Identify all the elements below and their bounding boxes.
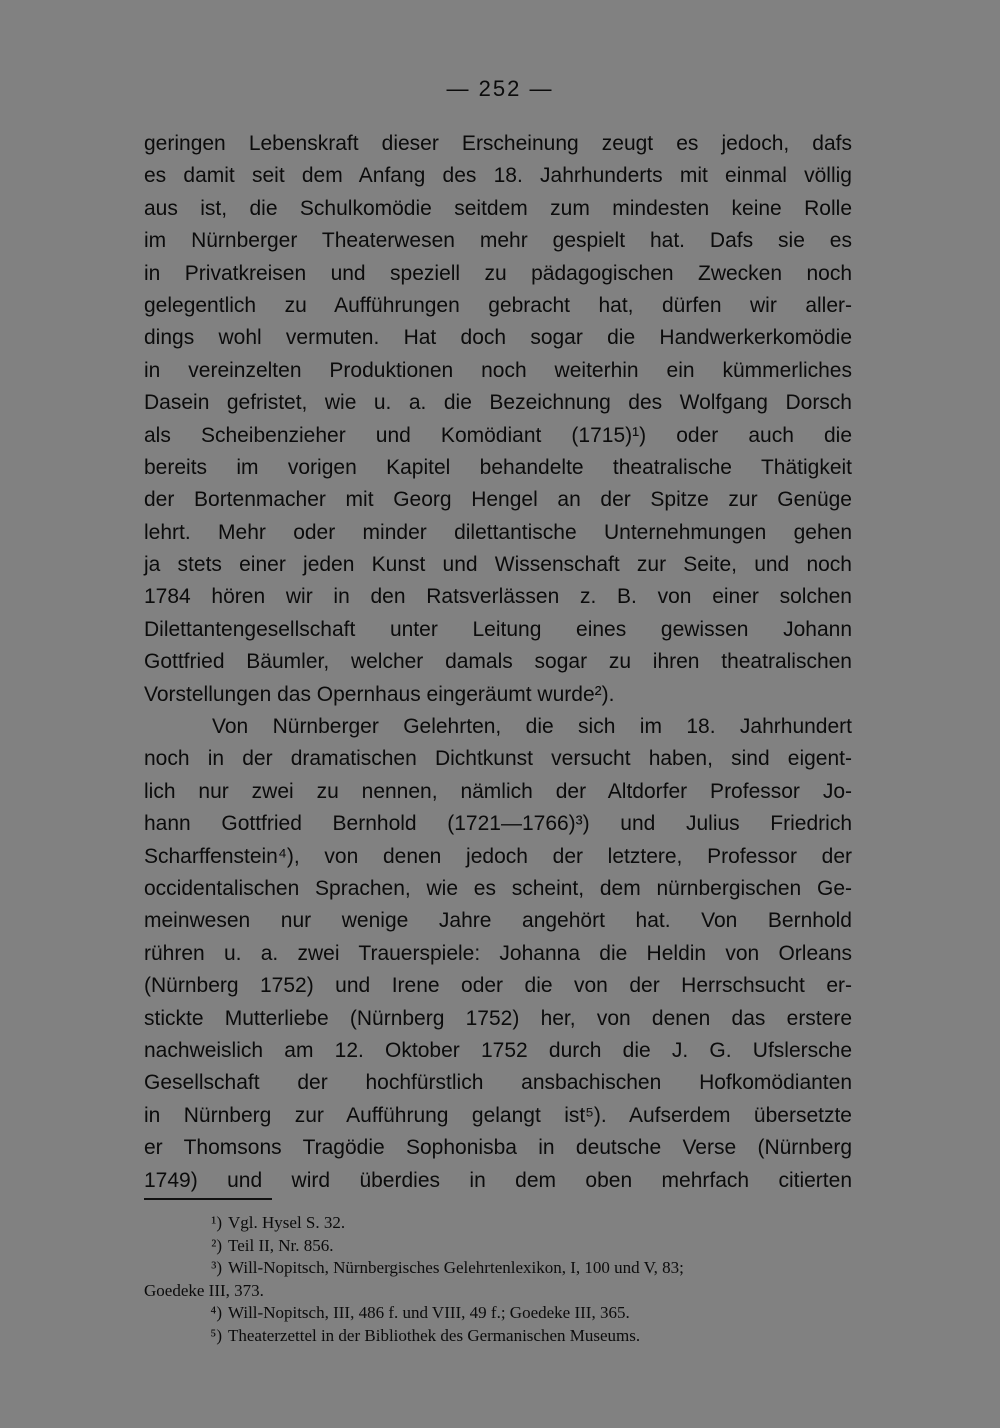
text-line: (Nürnberg 1752) und Irene oder die von der Herrschsucht er- xyxy=(144,974,852,998)
text-line: lich nur zwei zu nennen, nämlich der Altdorfer Professor Jo- xyxy=(144,779,852,803)
footnotes xyxy=(144,1212,856,1347)
footnote-text: Teil II, Nr. 856. xyxy=(228,1235,334,1255)
footnote-mark: ³) xyxy=(211,1258,222,1277)
text-line: ja stets einer jeden Kunst und Wissenschaft zur Seite, und noch xyxy=(144,553,852,577)
footnote xyxy=(144,1325,856,1348)
footnote xyxy=(144,1212,856,1235)
text-line: als Scheibenzieher und Komödiant (1715)¹) oder auch die xyxy=(144,423,852,447)
text-line: occidentalischen Sprachen, wie es scheint, dem nürnbergischen Ge- xyxy=(144,876,852,900)
text-line: Scharffenstein⁴), von denen jedoch der letztere, Professor der xyxy=(144,844,852,868)
footnote xyxy=(144,1257,856,1280)
text-line: Vorstellungen das Opernhaus eingeräumt wurde²). xyxy=(144,682,615,706)
text-line: geringen Lebenskraft dieser Erscheinung zeugt es jedoch, dafs xyxy=(144,132,852,155)
text-line: meinwesen nur wenige Jahre angehört hat. Von Bernhold xyxy=(144,909,852,933)
footnote xyxy=(144,1235,856,1258)
text-line: im Nürnberger Theaterwesen mehr gespielt hat. Dafs sie es xyxy=(144,229,852,253)
text-line: bereits im vorigen Kapitel behandelte theatralische Thätigkeit xyxy=(144,455,852,479)
text-line: stickte Mutterliebe (Nürnberg 1752) her, von denen das erstere xyxy=(144,1006,852,1030)
footnote-text: Theaterzettel in der Bibliothek des Germanischen Museums. xyxy=(228,1325,641,1345)
text-line: es damit seit dem Anfang des 18. Jahrhunderts mit einmal völlig xyxy=(144,164,852,188)
footnote-divider xyxy=(144,1198,272,1200)
text-line: Dilettantengesellschaft unter Leitung eines gewissen Johann xyxy=(144,617,852,641)
footnote-mark: ⁵) xyxy=(210,1325,222,1345)
text-line: aus ist, die Schulkomödie seitdem zum mindesten keine Rolle xyxy=(144,196,852,220)
footnote-text: Will-Nopitsch, Nürnbergisches Gelehrtenlexikon, I, 100 und V, 83; xyxy=(228,1258,684,1277)
footnote-text: Vgl. Hysel S. 32. xyxy=(228,1213,346,1232)
text-line: lehrt. Mehr oder minder dilettantische Unternehmungen gehen xyxy=(144,520,852,544)
text-line: Gesellschaft der hochfürstlich ansbachischen Hofkomödianten xyxy=(144,1071,852,1095)
text-line: hann Gottfried Bernhold (1721—1766)³) und Julius Friedrich xyxy=(144,812,852,836)
body-text xyxy=(144,128,852,1197)
page-number: — 252 — xyxy=(446,76,554,101)
text-line: noch in der dramatischen Dichtkunst versucht haben, sind eigent- xyxy=(144,747,852,771)
footnote-mark: ¹) xyxy=(211,1213,222,1232)
footnote-text: Will-Nopitsch, III, 486 f. und VIII, 49 f.; Goedeke III, 365. xyxy=(228,1303,630,1322)
text-line: er Thomsons Tragödie Sophonisba in deutsche Verse (Nürnberg xyxy=(144,1136,852,1160)
footnote-mark: ²) xyxy=(211,1235,222,1255)
text-line: Dasein gefristet, wie u. a. die Bezeichnung des Wolfgang Dorsch xyxy=(144,391,852,415)
footnote xyxy=(144,1302,856,1325)
text-line: dings wohl vermuten. Hat doch sogar die Handwerkerkomödie xyxy=(144,326,852,350)
text-line: in Nürnberg zur Aufführung gelangt ist⁵). Aufserdem übersetzte xyxy=(144,1103,852,1127)
footnote-continuation xyxy=(144,1280,856,1303)
text-line: rühren u. a. zwei Trauerspiele: Johanna die Heldin von Orleans xyxy=(144,941,852,965)
footnote-mark: ⁴) xyxy=(210,1303,222,1322)
footnote-text: Goedeke III, 373. xyxy=(144,1280,264,1300)
text-line: Gottfried Bäumler, welcher damals sogar zu ihren theatralischen xyxy=(144,650,852,674)
text-line: 1784 hören wir in den Ratsverlässen z. B. von einer solchen xyxy=(144,585,852,609)
text-line: nachweislich am 12. Oktober 1752 durch die J. G. Ufslersche xyxy=(144,1038,852,1062)
text-line: der Bortenmacher mit Georg Hengel an der Spitze zur Genüge xyxy=(144,488,852,512)
text-line: in Privatkreisen und speziell zu pädagogischen Zwecken noch xyxy=(144,261,852,285)
text-line: gelegentlich zu Aufführungen gebracht hat, dürfen wir aller- xyxy=(144,293,852,317)
paragraph-start-line: Von Nürnberger Gelehrten, die sich im 18. Jahrhundert xyxy=(212,715,852,739)
text-line: 1749) und wird überdies in dem oben mehrfach citierten xyxy=(144,1168,852,1192)
text-line: in vereinzelten Produktionen noch weiterhin ein kümmerliches xyxy=(144,358,852,382)
